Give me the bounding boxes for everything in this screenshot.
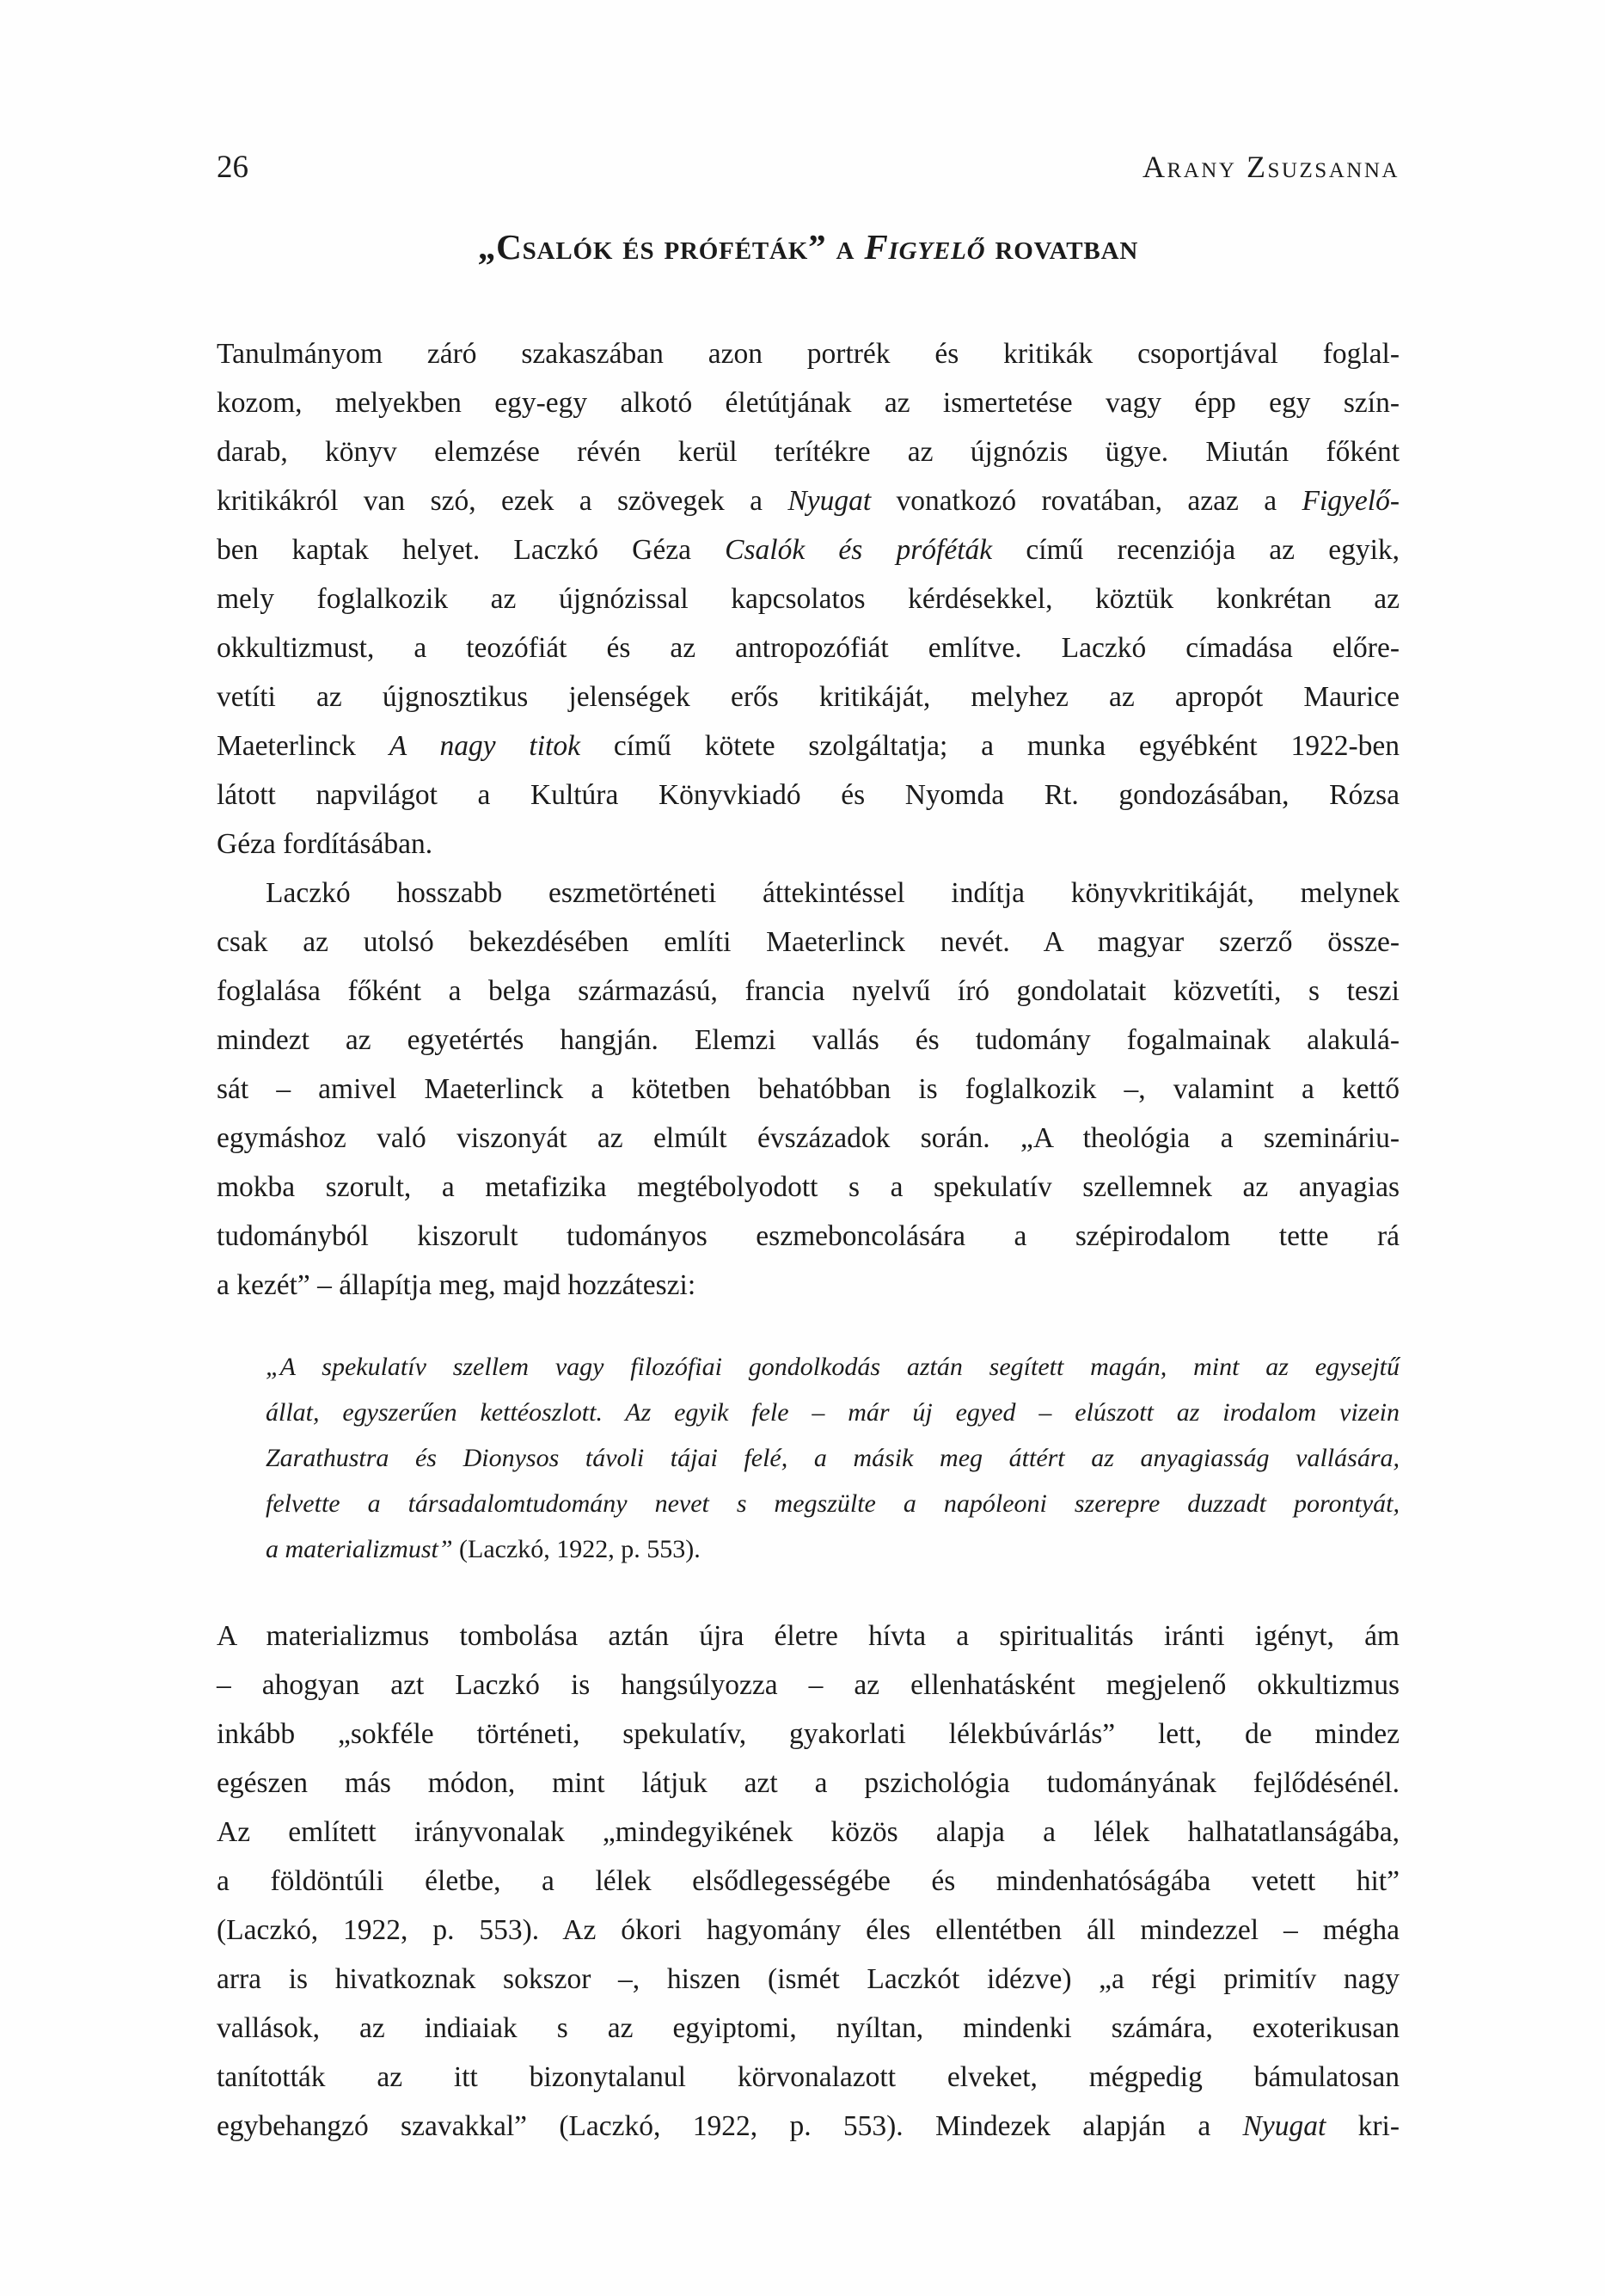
text-line — [217, 1611, 1400, 1661]
text-run-italic: Nyugat — [1242, 2110, 1326, 2142]
text-run-italic: állat, egyszerűen kettéoszlott. Az egyik fele – már új egyed – elúszott az irodalom vizein — [266, 1398, 1400, 1427]
text-run-italic: a materializmust” — [266, 1535, 453, 1563]
text-line — [217, 672, 1400, 721]
text-run: – ahogyan azt Laczkó is hangsúlyozza – az ellenhatásként megjelenő okkultizmus — [217, 1669, 1400, 1701]
text-line — [217, 329, 1400, 378]
paragraph — [217, 329, 1400, 869]
text-line — [217, 1857, 1400, 1906]
text-line — [217, 378, 1400, 427]
text-line — [217, 574, 1400, 623]
text-run: Géza fordításában. — [217, 828, 433, 860]
text-run: tudományból kiszorult tudományos eszmeboncolására a szépirodalom tette rá — [217, 1220, 1400, 1252]
section-title-text: „Csalók és próféták” a — [477, 227, 865, 267]
text-run: mokba szorult, a metafizika megtébolyodott s a spekulatív szellemnek az anyagias — [217, 1171, 1400, 1203]
text-line — [217, 770, 1400, 820]
running-header — [217, 0, 1400, 183]
text-run: inkább „sokféle történeti, spekulatív, gyakorlati lélekbúvárlás” lett, de mindez — [217, 1718, 1400, 1750]
text-run: Maeterlinck — [217, 730, 389, 762]
text-run: kri- — [1326, 2110, 1400, 2142]
text-line — [217, 1808, 1400, 1857]
text-line — [266, 1435, 1400, 1481]
text-run: egybehangzó szavakkal” (Laczkó, 1922, p. 553). Mindezek alapján a — [217, 2110, 1243, 2142]
text-line — [217, 1212, 1400, 1261]
text-run-italic: A nagy titok — [389, 730, 580, 762]
text-line — [217, 1955, 1400, 2004]
text-line — [217, 2102, 1400, 2151]
text-line — [217, 918, 1400, 967]
text-run: A materializmus tombolása aztán újra életre hívta a spiritualitás iránti igényt, ám — [217, 1620, 1400, 1652]
text-run: kozom, melyekben egy-egy alkotó életútjának az ismertetése vagy épp egy szín- — [217, 387, 1400, 419]
text-run: vetíti az újgnosztikus jelenségek erős kritikáját, melyhez az apropót Maurice — [217, 681, 1400, 713]
text-run: mindezt az egyetértés hangján. Elemzi vallás és tudomány fogalmainak alakulá- — [217, 1024, 1400, 1056]
text-line — [217, 820, 1400, 869]
text-line — [217, 2004, 1400, 2053]
page-number: 26 — [217, 150, 248, 185]
text-run: okkultizmust, a teozófiát és az antropozófiát említve. Laczkó címadása előre- — [217, 632, 1400, 664]
text-line — [217, 427, 1400, 476]
section-title-text-end: rovatban — [985, 227, 1139, 267]
text-run: Tanulmányom záró szakaszában azon portrék és kritikák csoportjával foglal- — [217, 338, 1400, 370]
body-text — [217, 329, 1400, 2151]
text-line — [217, 1065, 1400, 1114]
text-run: Laczkó hosszabb eszmetörténeti áttekintéssel indítja könyvkritikáját, melynek — [266, 877, 1400, 909]
text-run-italic: Nyugat — [787, 485, 872, 517]
text-run-italic: Csalók és próféták — [725, 534, 993, 566]
text-line — [266, 1481, 1400, 1526]
text-run: csak az utolsó bekezdésében említi Maeterlinck nevét. A magyar szerző össze- — [217, 926, 1400, 958]
text-line — [217, 1016, 1400, 1065]
text-run: egészen más módon, mint látjuk azt a pszichológia tudományának fejlődésénél. — [217, 1767, 1400, 1799]
text-run-italic: „A spekulatív szellem vagy filozófiai gondolkodás aztán segített magán, mint az egysejtű — [266, 1353, 1400, 1381]
text-run: vonatkozó rovatában, azaz a — [871, 485, 1302, 517]
text-line — [217, 1759, 1400, 1808]
block-quote — [266, 1344, 1400, 1572]
text-run: kritikákról van szó, ezek a szövegek a — [217, 485, 788, 517]
text-line — [217, 1710, 1400, 1759]
text-line — [217, 623, 1400, 672]
paragraph — [217, 1611, 1400, 2151]
text-line — [217, 1661, 1400, 1710]
text-line — [266, 1390, 1400, 1435]
text-run: a kezét” – állapítja meg, majd hozzáteszi: — [217, 1269, 696, 1301]
text-run: vallások, az indiaiak s az egyiptomi, nyíltan, mindenki számára, exoterikusan — [217, 2012, 1400, 2044]
section-title-journal-name: Figyelő — [864, 227, 986, 267]
text-line — [217, 525, 1400, 574]
running-head-author: Arany Zsuzsanna — [1142, 150, 1400, 184]
text-run: arra is hivatkoznak sokszor –, hiszen (ismét Laczkót idézve) „a régi primitív nagy — [217, 1963, 1400, 1995]
text-line — [217, 967, 1400, 1016]
text-line — [266, 1526, 1400, 1572]
text-line — [217, 1906, 1400, 1955]
text-run: sát – amivel Maeterlinck a kötetben behatóbban is foglalkozik –, valamint a kettő — [217, 1073, 1400, 1105]
text-line — [217, 721, 1400, 770]
text-run-italic: felvette a társadalomtudomány nevet s megszülte a napóleoni szerepre duzzadt porontyát, — [266, 1489, 1400, 1518]
text-run: látott napvilágot a Kultúra Könyvkiadó és Nyomda Rt. gondozásában, Rózsa — [217, 779, 1400, 811]
text-run: ben kaptak helyet. Laczkó Géza — [217, 534, 726, 566]
text-line — [217, 1261, 1400, 1310]
text-run: Az említett irányvonalak „mindegyikének közös alapja a lélek halhatatlanságába, — [217, 1816, 1400, 1848]
text-run-italic: Zarathustra és Dionysos távoli tájai felé, a másik meg áttért az anyagiasság vallására, — [266, 1444, 1400, 1472]
text-line — [266, 1344, 1400, 1390]
text-run: című kötete szolgáltatja; a munka egyébként 1922-ben — [579, 730, 1400, 762]
text-run: foglalása főként a belga származású, francia nyelvű író gondolatait közvetíti, s teszi — [217, 975, 1400, 1007]
text-column — [217, 0, 1400, 2151]
text-run: (Laczkó, 1922, p. 553). Az ókori hagyomány éles ellentétben áll mindezzel – mégha — [217, 1914, 1400, 1946]
text-run: mely foglalkozik az újgnózissal kapcsolatos kérdésekkel, köztük konkrétan az — [217, 583, 1400, 615]
text-line — [217, 2053, 1400, 2102]
text-run: egymáshoz való viszonyát az elmúlt évszázadok során. „A theológia a szemináriu- — [217, 1122, 1400, 1154]
text-line — [217, 869, 1400, 918]
text-run: (Laczkó, 1922, p. 553). — [452, 1535, 701, 1563]
text-run: című recenziója az egyik, — [992, 534, 1400, 566]
text-run: a földöntúli életbe, a lélek elsődlegességébe és mindenhatóságába vetett hit” — [217, 1865, 1400, 1897]
section-title — [217, 226, 1400, 267]
text-run: darab, könyv elemzése révén kerül terítékre az újgnózis ügye. Miután főként — [217, 436, 1400, 468]
text-line — [217, 1114, 1400, 1163]
text-run: tanították az itt bizonytalanul körvonalazott elveket, mégpedig bámulatosan — [217, 2061, 1400, 2093]
text-line — [217, 1163, 1400, 1212]
paragraph — [217, 869, 1400, 1310]
text-line — [217, 476, 1400, 525]
text-run-italic: Figyelő- — [1302, 485, 1400, 517]
